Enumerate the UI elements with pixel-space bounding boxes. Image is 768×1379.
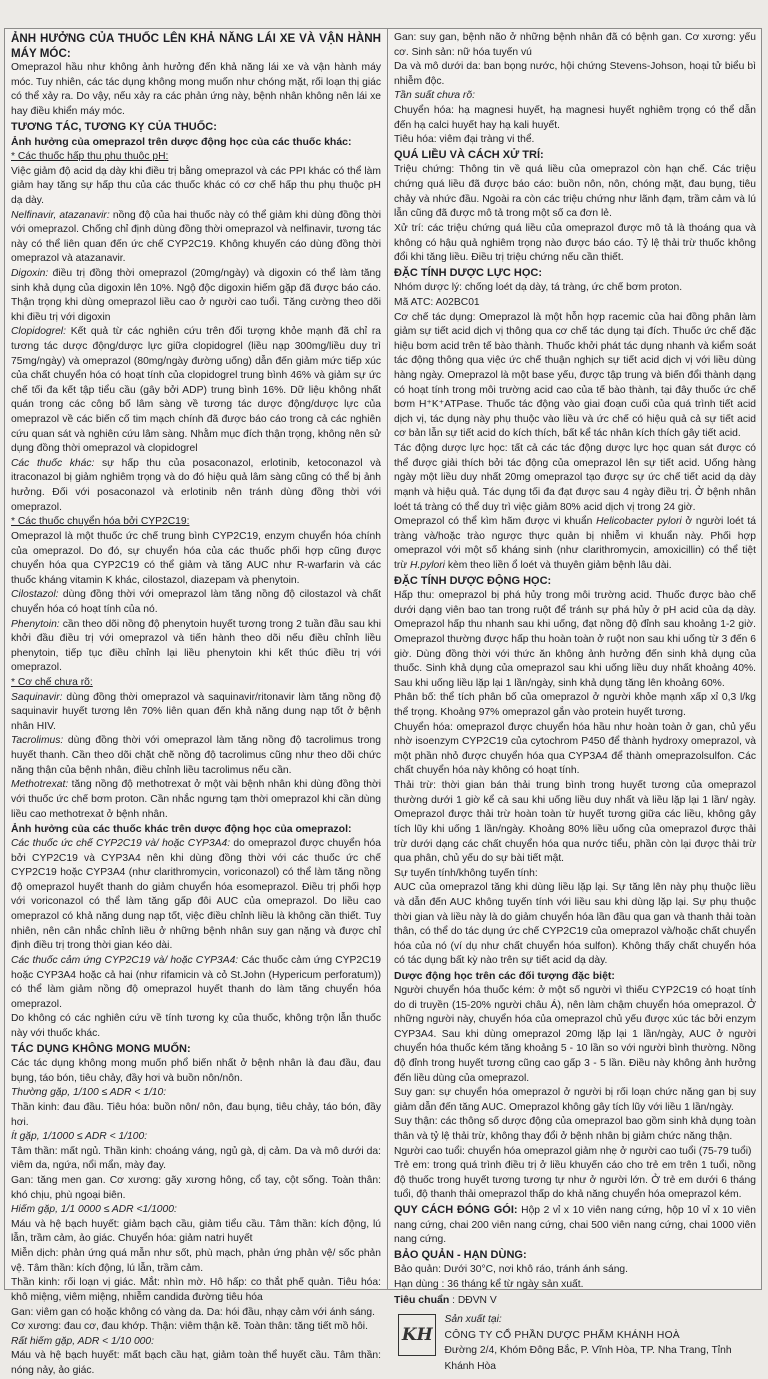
cilostazol-label: Cilostazol: xyxy=(11,589,59,601)
pk-metabolism: Chuyển hóa: omeprazol được chuyển hóa hầu như hoàn toàn ở gan, chủ yếu nhờ isoenzym CYP2C19 của cytochrom P450 để thành hydroxy omeprazol, và một phần nhỏ được chuyển hóa qua CYP3A4 để thành omeprazolsulfon. Các chất chuyển hóa này không có hoạt tính. xyxy=(394,721,756,777)
nelfinavir-text: nồng độ của hai thuốc này có thể giảm khi dùng đồng thời với omeprazol. Chống chỉ định dùng đồng thời omeprazol và nelfinavir, tương tác này có thể liên quan đến ức chế CYP2C19. Không khuyến cáo dùng đồng thời omeprazol và atazanavir. xyxy=(11,209,382,265)
cilostazol-paragraph xyxy=(11,588,381,617)
adr-cont-text-2: Da và mô dưới da: ban bọng nước, hội chứng Stevens-Johson, hoại tử biểu bì nhiễm độc. xyxy=(394,61,756,87)
pk2-heading: Ảnh hưởng của các thuốc khác trên dược động học của omeprazol: xyxy=(11,823,352,836)
pk-linearity: AUC của omeprazol tăng khi dùng liều lặp lại. Sự tăng lên này phụ thuộc liều và dẫn đến AUC không tuyến tính với liều sau khi dùng lặp lại. Sự phụ thuộc thời gian và liều này là do giảm chuyển hóa lần đầu qua gan và thanh thải toàn thân, có thể do tác dụng ức chế CYP2C19 của omeprazol và/hoặc chất chuyển hóa của nó (ví dụ như chất chuyển hóa sulfon). Không thấy chất chuyển hóa có tác dụng bất kỳ nào trên sự tiết acid dạ dày. xyxy=(394,882,756,967)
special-poor-metabolizers: Người chuyển hóa thuốc kém: ở một số người vì thiếu CYP2C19 có hoạt tính do di truyền (15-20% người châu Á), nên làm chậm chuyển hóa omeprazol. Ở những người này, chuyển hóa của omeprazol chủ yếu được xúc tác bởi enzym CYP3A4. Sau khi dùng omeprazol 20mg lặp lại 1 lần/ngày, AUC ở người chuyển hóa thuốc kém tăng khoảng 5 - 10 lần so với người bình thường. Nồng độ đỉnh trong huyết tương cũng cao gấp 3 - 5 lần. Điều này không ảnh hưởng đến liều dùng của omeprazol. xyxy=(394,984,756,1084)
overdose-symptoms: Triệu chứng: Thông tin về quá liều của omeprazol còn hạn chế. Các triệu chứng quá liều đã được báo cáo: buồn nôn, nôn, chóng mặt, đau bụng, tiêu chảy và nhức đầu. Ngoài ra còn các triệu chứng như lãnh đạm, trầm cảm và lú lẫn cũng đã được mô tả trong một số ca đơn lẻ. xyxy=(394,164,756,220)
rare-text-1: Máu và hệ bạch huyết: giảm bạch cầu, giảm tiểu cầu. Tâm thần: kích động, lú lẫn, trầm cảm, ảo giác. Chuyển hóa: giảm natri huyết xyxy=(11,1218,381,1245)
clopidogrel-text: Kết quả từ các nghiên cứu trên đối tượng khỏe mạnh đã chỉ ra tương tác dược động/dược lực giữa clopidogrel (liều nạp 300mg/liều duy trì 75mg/ngày) và omeprazol (80mg/ngày đường uống) dẫn đến giảm mức tiếp xúc của chất chuyển hóa có hoạt tính của clopidogrel trung bình 46% và giảm sự ức chế tối đa kết tập tiểu cầu (gây bởi ADP) trung bình 16%. Dữ liệu không nhất quán trong các công bố lâm sàng về tương tác dược động/dược lực của omeprazol về các biến cố tim mạch chính đã được báo cáo trong cả các nghiên cứu quan sát và nghiên cứu lâm sàng. Nhằm mục đích thận trọng, không nên sử dụng đồng thời omeprazol và clopidogrel xyxy=(11,326,381,455)
packaging-text: Hộp 2 vỉ x 10 viên nang cứng, hộp 10 vỉ x 10 viên nang cứng, chai 200 viên nang cứng, chai 500 viên nang cứng, chai 1000 viên nang cứng. xyxy=(394,1205,756,1246)
pk-distribution: Phân bố: thể tích phân bố của omeprazol ở người khỏe mạnh xấp xỉ 0,3 l/kg thể trọng. Khoảng 97% omeprazol gắn vào protein huyết tương. xyxy=(394,692,756,719)
pd-hp-italic: Helicobacter pylori xyxy=(596,516,682,528)
pharmacokinetics-title: ĐẶC TÍNH DƯỢC ĐỘNG HỌC: xyxy=(394,574,552,587)
special-children: Trẻ em: trong quá trình điều trị ở liều khuyến cáo cho trẻ em trên 1 tuổi, nồng độ thuốc trong huyết tương tương tự như ở người lớn. Ở trẻ em dưới 6 tháng tuổi, độ thanh thải omeprazol thấp do khả năng chuyển hóa omeprazol kém. xyxy=(394,1160,756,1201)
inducers-label: Các thuốc cảm ứng CYP2C19 và/ hoặc CYP3A4: xyxy=(11,954,239,966)
rare-text-5: Cơ xương: đau cơ, đau khớp. Thận: viêm thận kẽ. Toàn thân: tăng tiết mồ hôi. xyxy=(11,1321,368,1333)
clopidogrel-paragraph xyxy=(11,325,381,456)
special-populations-heading: Dược động học trên các đối tượng đặc biệt: xyxy=(394,970,615,982)
rare-text-4: Gan: viêm gan có hoặc không có vàng da. Da: hói đầu, nhạy cảm với ánh sáng. xyxy=(11,1306,375,1318)
rare-text-3: Thần kinh: rối loạn vị giác. Mắt: nhìn mờ. Hô hấp: co thắt phế quản. Tiêu hóa: khô miệng, viêm miệng, nhiễm candida đường tiêu hóa xyxy=(11,1277,381,1303)
rare-label: Hiếm gặp, 1/1 0000 ≤ ADR <1/1000: xyxy=(11,1204,177,1216)
logo-text: KH xyxy=(401,1325,433,1346)
standard-text: : DĐVN V xyxy=(449,1294,497,1306)
inhibitors-label: Các thuốc ức chế CYP2C19 và/ hoặc CYP3A4: xyxy=(11,838,231,850)
cyp-text: Omeprazol là một thuốc ức chế trung bình CYP2C19, enzym chuyển hóa chính của omeprazol. Do đó, sự chuyển hóa của các thuốc phối hợp cũng được chuyển hóa qua CYP2C19 có thể giảm và tăng AUC như R-warfarin và các thuốc kháng vitamin K khác, cilostazol, diazepam và phenytoin. xyxy=(11,530,381,586)
nelfinavir-paragraph xyxy=(11,209,381,267)
packaging-title: QUY CÁCH ĐÓNG GÓI: xyxy=(394,1204,518,1217)
right-column xyxy=(388,29,762,1374)
pd-hp-italic-2: H.pylori xyxy=(410,559,445,571)
phenytoin-text: cần theo dõi nồng độ phenytoin huyết tương trong 2 tuần đầu sau khi khởi đầu điều trị với omeprazol và tiến hành theo dõi nếu điều chỉnh liều phenytoin, tiếp tục điều chỉnh lại liều phenytoin khi kết thúc điều trị với omeprazol. xyxy=(11,618,381,674)
adr-intro: Các tác dụng không mong muốn phổ biến nhất ở bệnh nhân là đau đầu, đau bụng, táo bón, tiêu chảy, đầy hơi và buồn nôn/nôn. xyxy=(11,1058,381,1084)
unknown-frequency-text-2: Tiêu hóa: viêm đại tràng vi thể. xyxy=(394,134,535,146)
cyp-heading: * Các thuốc chuyển hóa bởi CYP2C19: xyxy=(11,516,190,528)
adr-title: TÁC DỤNG KHÔNG MONG MUỐN: xyxy=(11,1042,191,1055)
pk-heading: Ảnh hưởng của omeprazol trên dược động học của các thuốc khác: xyxy=(11,136,352,149)
cilostazol-text: dùng đồng thời với omeprazol làm tăng nồng độ cilostazol và chất chuyển hóa có hoạt tính của nó. xyxy=(11,589,381,615)
manufacturer-name: CÔNG TY CỔ PHẦN DƯỢC PHẨM KHÁNH HOÀ xyxy=(444,1329,680,1341)
special-liver: Suy gan: sự chuyển hóa omeprazol ở người bị rối loạn chức năng gan bị suy giảm dẫn đến tăng AUC. Omeprazol không gây tích lũy với liều 1 lần/ngày. xyxy=(394,1087,756,1113)
pk-absorption: Hấp thu: omeprazol bị phá hủy trong môi trường acid. Thuốc được bào chế dưới dạng viên bao tan trong ruột để tránh sự phá hủy ở pH acid của dạ dày. Omeprazol hấp thu nhanh sau khi uống, đạt nồng độ đỉnh sau khoảng 1-2 giờ. Omeprazol thường được hấp thu hoàn toàn ở ruột non sau khi uống từ 3 đến 6 giờ. Dùng đồng thời với thức ăn không ảnh hưởng đến sinh khả dụng của thuốc. Sinh khả dụng của omeprazol sau khi uống liều duy nhất khoảng 40%. Sau khi uống liều lặp lại 1 lần/ngày, sinh khả dụng tăng lên khoảng 60%. xyxy=(394,590,756,689)
methotrexat-paragraph xyxy=(11,778,381,822)
driving-title: ẢNH HƯỞNG CỦA THUỐC LÊN KHẢ NĂNG LÁI XE VÀ VẬN HÀNH MÁY MÓC: xyxy=(11,32,381,61)
packaging-paragraph xyxy=(394,1203,756,1248)
overdose-title: QUÁ LIỀU VÀ CÁCH XỬ TRÍ: xyxy=(394,148,544,161)
common-label: Thường gặp, 1/100 ≤ ADR < 1/10: xyxy=(11,1087,167,1099)
other-drugs-text: sự hấp thu của posaconazol, erlotinib, ketoconazol và itraconazol bị giảm nghiêm trọng và do đó hiệu quả lâm sàng cũng có thể bị ảnh hưởng. Đối với posaconazol và erlotinib nên tránh dùng đồng thời với omeprazol. xyxy=(11,457,381,513)
nelfinavir-label: Nelfinavir, atazanavir: xyxy=(11,209,110,221)
saquinavir-text: dùng đồng thời omeprazol và saquinavir/ritonavir làm tăng nồng độ saquinavir huyết tương lên 70% liên quan đến khả năng dung nạp tốt ở bệnh nhân HIV. xyxy=(11,691,381,732)
phenytoin-label: Phenytoin: xyxy=(11,618,60,630)
special-kidney: Suy thận: các thông số dược động của omeprazol bao gồm sinh khả dụng toàn thân và tỷ lệ thải trừ, không thay đổi ở bệnh nhân bị giảm chức năng thận. xyxy=(394,1116,756,1142)
ph-text: Việc giảm độ acid dạ dày khi điều trị bằng omeprazol và các PPI khác có thể làm giảm hay tăng sự hấp thu của các thuốc khác có cơ chế hấp thu phụ thuộc pH dạ dày. xyxy=(11,165,381,206)
pk-linearity-label: Sự tuyến tính/không tuyến tính: xyxy=(394,867,538,879)
methotrexat-text: tăng nồng độ methotrexat ở một vài bệnh nhân khi dùng đồng thời với thuốc ức chế bơm proton. Cần nhắc ngưng tạm thời omeprazol khi cần dùng liều cao methotrexat ở bệnh nhân. xyxy=(11,779,381,820)
manufacturer-block xyxy=(394,1312,756,1374)
uncommon-text-2: Gan: tăng men gan. Cơ xương: gãy xương hông, cổ tay, cột sống. Toàn thân: khó chịu, phù ngoại biên. xyxy=(11,1175,381,1201)
standard-label: Tiêu chuẩn xyxy=(394,1293,450,1306)
uncommon-text-1: Tâm thần: mất ngủ. Thần kinh: choáng váng, ngủ gà, dị cảm. Da và mô dưới da: viêm da, ngứa, nổi mẩn, mày đay. xyxy=(11,1145,381,1172)
tacrolimus-text: dùng đồng thời với omeprazol làm tăng nồng độ tacrolimus trong huyết thanh. Cần theo dõi chặt chẽ nồng độ tacrolimus cũng như theo dõi chức năng thận của bệnh nhân, điều chỉnh liều tacrolimus nếu cần. xyxy=(11,735,381,776)
clopidogrel-label: Clopidogrel: xyxy=(11,326,66,338)
interactions-title: TƯƠNG TÁC, TƯƠNG KỴ CỦA THUỐC: xyxy=(11,120,217,133)
unknown-mechanism-heading: * Cơ chế chưa rõ: xyxy=(11,677,93,689)
digoxin-text: điều trị đồng thời omeprazol (20mg/ngày) và digoxin có thể làm tăng sinh khả dụng của digoxin lên 10%. Ngộ độc digoxin hiếm gặp đã được báo cáo. Thận trọng khi dùng omeprazol liều cao ở người cao tuổi. Tăng cường theo dõi khi điều trị với digoxin xyxy=(11,267,381,323)
very-rare-text: Máu và hệ bạch huyết: mất bạch cầu hạt, giảm toàn thể huyết cầu. Tâm thần: nóng nảy, ảo giác. xyxy=(11,1350,381,1376)
other-drugs-paragraph xyxy=(11,457,381,515)
standard-paragraph xyxy=(394,1293,756,1309)
pd-mechanism: Cơ chế tác dụng: Omeprazol là một hỗn hợp racemic của hai đồng phân làm giảm sự tiết acid dịch vị thông qua cơ chế tác dụng tại đích. Thuốc ức chế đặc hiệu bơm acid trên tế bào thành. Thuốc khởi phát tác dụng nhanh và kiểm soát tác động thông qua việc ức chế thuận nghịch sự tiết acid dịch vị với liều dùng hàng ngày. Omeprazol là một base yếu, được tập trung và biến đổi thành dạng có hoạt tính trong môi trường acid cao của tế bào thành, tại đây thuốc ức chế bơm H⁺K⁺ATPase. Thuốc tác động vào giai đoạn cuối của quá trình tiết acid dịch vị, tác dụng này phụ thuộc vào liều và ức chế có hiệu quả cả sự tiết acid cơ bản lẫn sự tiết acid do kích thích, bất kể tác nhân kích thích gây tiết acid. xyxy=(394,311,756,440)
digoxin-paragraph xyxy=(11,267,381,325)
pd-hpylori-paragraph xyxy=(394,515,756,573)
pd-hp-end: kèm theo liền ổ loét và thuyên giảm bệnh lâu dài. xyxy=(444,559,672,571)
manufacturer-text xyxy=(444,1312,756,1374)
digoxin-label: Digoxin: xyxy=(11,267,49,279)
storage-text: Bảo quản: Dưới 30°C, nơi khô ráo, tránh ánh sáng. xyxy=(394,1264,629,1276)
driving-text: Omeprazol hầu như không ảnh hưởng đến khả năng lái xe và vận hành máy móc. Tuy nhiên, các tác dụng không mong muốn như chóng mặt, rối loạn thị giác có thể xảy ra. Do vậy, nếu xảy ra các phản ứng này, bệnh nhân không nên lái xe hay điều khiển máy móc. xyxy=(11,62,381,117)
saquinavir-label: Saquinavir: xyxy=(11,691,63,703)
pd-effects: Tác động dược lực học: tất cả các tác động dược lực học quan sát được có thể được giải thích bởi tác động của omeprazol lên sự tiết acid. Uống hàng ngày một liều duy nhất 20mg omeprazol tạo được sự ức chế tiết acid dạ dày mạnh và hiệu quả. Tác dụng tối đa đạt được sau 4 ngày điều trị. Ở bệnh nhân loét tá tràng có thể duy trì việc giảm 80% acid dịch vị trong 24 giờ. xyxy=(394,443,756,513)
common-text: Thần kinh: đau đầu. Tiêu hóa: buồn nôn/ nôn, đau bụng, tiêu chảy, táo bón, đầy hơi. xyxy=(11,1101,381,1128)
inducers-paragraph xyxy=(11,954,381,1012)
inhibitors-paragraph xyxy=(11,837,381,954)
adr-cont-text-1: Gan: suy gan, bệnh não ở những bệnh nhân đã có bệnh gan. Cơ xương: yếu cơ. Sinh sản: nữ hóa tuyến vú xyxy=(394,32,756,58)
pd-hp-pre: Omeprazol có thể kìm hãm được vi khuẩn xyxy=(394,516,597,528)
other-drugs-label: Các thuốc khác: xyxy=(11,457,95,469)
storage-title: BẢO QUẢN - HẠN DÙNG: xyxy=(394,1248,527,1261)
methotrexat-label: Methotrexat: xyxy=(11,779,69,791)
pd-atc: Mã ATC: A02BC01 xyxy=(394,296,480,308)
rare-text-2: Miễn dịch: phản ứng quá mẫn như sốt, phù mạch, phản ứng phản vệ/ sốc phản vệ. Tâm thần: kích động, lú lẫn, trầm cảm. xyxy=(11,1248,381,1274)
expiry-text: Hạn dùng : 36 tháng kể từ ngày sản xuất. xyxy=(394,1279,584,1291)
pd-hp-post: ở người loét tá tràng và/hoặc trào ngược thực quản bị nhiễm vi khuẩn này. Phối hợp omeprazol với một số kháng sinh (như clarithromycin, amoxicillin) có thể tiệt trừ xyxy=(394,516,756,571)
left-column xyxy=(5,29,387,1379)
special-elderly: Người cao tuổi: chuyển hóa omeprazol giảm nhẹ ở người cao tuổi (75-79 tuổi) xyxy=(394,1145,752,1157)
unknown-frequency-label: Tần suất chưa rõ: xyxy=(394,90,475,102)
no-data-text: Do không có các nghiên cứu về tính tương kỵ của thuốc, không trộn lẫn thuốc này với thuốc khác. xyxy=(11,1013,381,1039)
ph-heading: * Các thuốc hấp thu phụ thuộc pH: xyxy=(11,151,169,163)
inducers-text: Các thuốc cảm ứng CYP2C19 hoặc CYP3A4 hoặc cả hai (như rifamicin và cỏ St.John (Hypericum perforatum)) có thể làm giảm nồng độ omeprazol huyết thanh do làm tăng chuyển hóa omeprazol. xyxy=(11,954,381,1010)
company-logo xyxy=(398,1314,436,1356)
pd-group: Nhóm dược lý: chống loét dạ dày, tá tràng, ức chế bơm proton. xyxy=(394,282,683,294)
leaflet-sheet xyxy=(4,28,762,1376)
saquinavir-paragraph xyxy=(11,691,381,735)
manufacturer-label: Sản xuất tại: xyxy=(444,1314,502,1326)
tacrolimus-label: Tacrolimus: xyxy=(11,735,64,747)
uncommon-label: Ít gặp, 1/1000 ≤ ADR < 1/100: xyxy=(11,1131,148,1143)
inhibitors-text: do omeprazol được chuyển hóa bởi CYP2C19 và CYP3A4 nên khi dùng đồng thời với các thuốc ức chế CYP2C19 hoặc CYP3A4 (như clarithromycin, voriconazol) có thể làm tăng nồng độ omeprazol huyết thanh do giảm chuyển hóa esomeprazol. Điều trị phối hợp với voriconazol có thể làm tăng gấp đôi AUC của omeprazol. Do liều cao omeprazol có khả năng dung nạp tốt, việc điều chỉnh liều là không cần thiết. Tuy nhiên, nên cân nhắc chỉnh liều ở những bệnh nhân suy gan nặng và được chỉ định điều trị trong thời gian kéo dài. xyxy=(11,838,381,952)
manufacturer-address: Đường 2/4, Khóm Đông Bắc, P. Vĩnh Hòa, TP. Nha Trang, Tỉnh Khánh Hòa xyxy=(444,1345,732,1372)
tacrolimus-paragraph xyxy=(11,734,381,778)
pharmacodynamics-title: ĐẶC TÍNH DƯỢC LỰC HỌC: xyxy=(394,266,543,279)
unknown-frequency-text-1: Chuyển hóa: hạ magnesi huyết, hạ magnesi huyết nghiêm trọng có thể dẫn đến hạ calci huyết hay hạ kali huyết. xyxy=(394,105,756,131)
pk-elimination: Thải trừ: thời gian bán thải trung bình trong huyết tương của omeprazol thường dưới 1 giờ kể cả sau khi uống liều duy nhất và liều lặp lại 1 lần/ ngày. Omeprazol được thải trừ hoàn toàn từ huyết tương giữa các liều, không gây tích lũy khi uống 1 lần/ngày. Khoảng 80% liều uống của omeprazol được thải trừ dưới dạng các chất chuyển hóa qua nước tiểu, phần còn lại được thải trừ qua phân, chủ yếu do sự bài tiết mật. xyxy=(394,780,756,865)
very-rare-label: Rất hiếm gặp, ADR < 1/10 000: xyxy=(11,1335,154,1347)
overdose-treatment: Xử trí: các triệu chứng quá liều của omeprazol được mô tả là thoáng qua và không có hậu quả nghiêm trọng nào được báo cáo. Tỷ lệ thải trừ thuốc không đổi khi tăng liều. Điều trị triệu chứng nếu cần thiết. xyxy=(394,222,756,264)
phenytoin-paragraph xyxy=(11,618,381,676)
